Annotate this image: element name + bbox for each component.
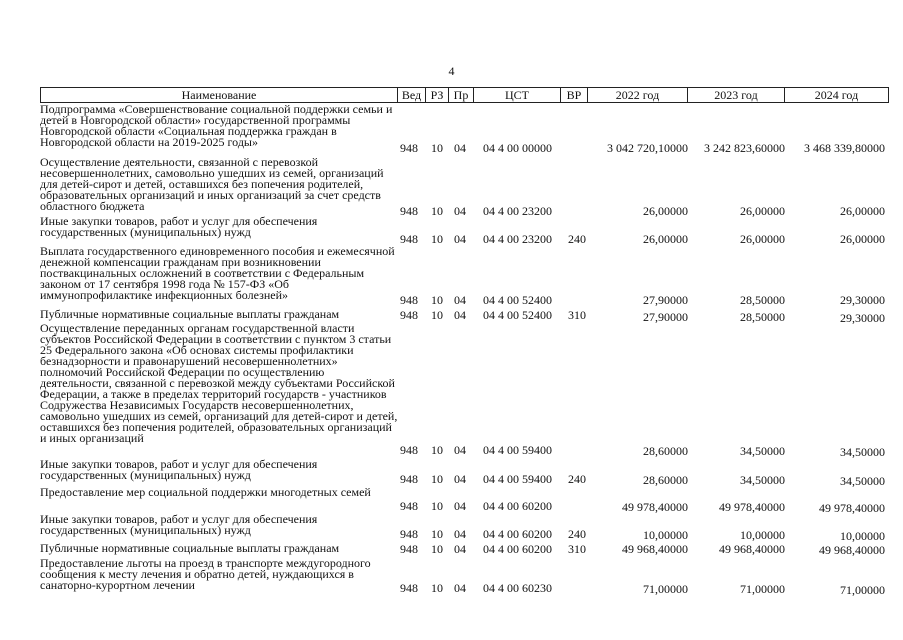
row-cst: 04 4 00 00000: [483, 141, 552, 155]
row-2024: 3 468 339,80000: [804, 141, 885, 155]
row-rz: 10: [431, 204, 443, 218]
row-name: Публичные нормативные социальные выплаты гражданам: [40, 307, 340, 321]
row-2024: 29,30000: [840, 293, 885, 307]
row-vr: 240: [568, 232, 586, 246]
row-name: Предоставление льготы на проезд в транспорте междугородного сообщения к месту лечения и обратно детей, нуждающихся в санаторно-курортном лечении: [40, 556, 371, 592]
row-2022: 27,90000: [643, 310, 688, 324]
col-header-cst: ЦСТ: [474, 87, 561, 103]
row-cst: 04 4 00 60200: [483, 527, 552, 541]
row-2023: 71,00000: [740, 582, 785, 596]
row-cst: 04 4 00 23200: [483, 204, 552, 218]
row-name: Иные закупки товаров, работ и услуг для обеспечения государственных (муниципальных) нужд: [40, 214, 318, 239]
row-name: Публичные нормативные социальные выплаты гражданам: [40, 541, 340, 555]
row-rz: 10: [431, 293, 443, 307]
row-2024: 10,00000: [840, 529, 885, 543]
row-2023: 34,50000: [740, 473, 785, 487]
row-pr: 04: [454, 293, 466, 307]
row-name: Осуществление переданных органам государственной власти субъектов Российской Федерации в соответствии с пунктом 3 статьи 25 Федерального закона «Об основах системы профилактики безнадзорности и правонарушений несовершеннолетних» полномочий Российской Федерации по осуществлению деятельности, связанной с перевозкой между субъектами Российской Федерации, а также в пределах территорий государств - участников Содружества Независимых Государств несовершеннолетних, самовольно ушедших из семей, организаций для детей-сирот и детей, оставшихся без попечения родителей, образовательных организаций и иных организаций: [40, 321, 398, 445]
row-2022: 27,90000: [643, 293, 688, 307]
col-header-2023: 2023 год: [688, 87, 785, 103]
row-2024: 71,00000: [840, 583, 885, 597]
row-ved: 948: [400, 581, 418, 595]
row-2023: 49 968,40000: [719, 542, 785, 556]
row-2023: 28,50000: [740, 293, 785, 307]
row-2022: 28,60000: [643, 444, 688, 458]
row-name: Предоставление мер социальной поддержки многодетных семей: [40, 485, 371, 499]
row-rz: 10: [431, 443, 443, 457]
row-rz: 10: [431, 499, 443, 513]
row-2024: 26,00000: [840, 232, 885, 246]
row-ved: 948: [400, 472, 418, 486]
row-pr: 04: [454, 308, 466, 322]
row-2024: 49 978,40000: [819, 501, 885, 515]
row-2023: 10,00000: [740, 528, 785, 542]
row-cst: 04 4 00 52400: [483, 308, 552, 322]
row-cst: 04 4 00 60200: [483, 542, 552, 556]
row-name: Подпрограмма «Совершенствование социальной поддержки семьи и детей в Новгородской области» государственной программы Новгородской области «Социальная поддержка граждан в Новгородской области на 2019-2025 годы»: [40, 102, 393, 149]
row-2023: 34,50000: [740, 444, 785, 458]
row-rz: 10: [431, 542, 443, 556]
row-cst: 04 4 00 23200: [483, 232, 552, 246]
row-pr: 04: [454, 204, 466, 218]
col-header-rz: РЗ: [426, 87, 449, 103]
row-2024: 26,00000: [840, 204, 885, 218]
row-ved: 948: [400, 527, 418, 541]
row-2023: 3 242 823,60000: [704, 141, 785, 155]
row-vr: 310: [568, 542, 586, 556]
row-ved: 948: [400, 141, 418, 155]
row-pr: 04: [454, 499, 466, 513]
row-pr: 04: [454, 472, 466, 486]
row-cst: 04 4 00 60200: [483, 499, 552, 513]
col-header-2022: 2022 год: [588, 87, 688, 103]
row-2024: 34,50000: [840, 474, 885, 488]
col-header-vr: ВР: [561, 87, 588, 103]
row-cst: 04 4 00 59400: [483, 472, 552, 486]
row-2023: 49 978,40000: [719, 500, 785, 514]
row-cst: 04 4 00 60230: [483, 581, 552, 595]
row-cst: 04 4 00 52400: [483, 293, 552, 307]
row-name: Иные закупки товаров, работ и услуг для обеспечения государственных (муниципальных) нужд: [40, 512, 318, 537]
row-2022: 26,00000: [643, 204, 688, 218]
row-ved: 948: [400, 293, 418, 307]
row-2024: 34,50000: [840, 445, 885, 459]
row-ved: 948: [400, 232, 418, 246]
page-number: 4: [448, 64, 455, 78]
row-rz: 10: [431, 308, 443, 322]
row-cst: 04 4 00 59400: [483, 443, 552, 457]
row-vr: 240: [568, 472, 586, 486]
row-2023: 26,00000: [740, 204, 785, 218]
row-pr: 04: [454, 232, 466, 246]
row-name: Осуществление деятельности, связанной с перевозкой несовершеннолетних, самовольно ушедших из семей, организаций для детей-сирот и детей, оставшихся без попечения родителей, образовательных организаций и иных организаций за счет средств областного бюджета: [40, 155, 384, 213]
row-2022: 71,00000: [643, 582, 688, 596]
row-2022: 26,00000: [643, 232, 688, 246]
row-rz: 10: [431, 527, 443, 541]
row-pr: 04: [454, 542, 466, 556]
row-2024: 49 968,40000: [819, 543, 885, 557]
col-header-ved: Вед: [398, 87, 426, 103]
row-pr: 04: [454, 581, 466, 595]
row-2022: 28,60000: [643, 473, 688, 487]
col-header-name: Наименование: [40, 87, 398, 103]
row-2022: 10,00000: [643, 528, 688, 542]
row-ved: 948: [400, 443, 418, 457]
col-header-pr: Пр: [449, 87, 474, 103]
col-header-2024: 2024 год: [785, 87, 889, 103]
row-2022: 49 968,40000: [622, 542, 688, 556]
row-ved: 948: [400, 308, 418, 322]
row-pr: 04: [454, 443, 466, 457]
row-ved: 948: [400, 499, 418, 513]
row-name: Выплата государственного единовременного пособия и ежемесячной денежной компенсации гражданам при возникновении поствакцинальных осложнений в соответствии с Федеральным законом от 17 сентября 1998 года № 157-ФЗ «Об иммунопрофилактике инфекционных болезней»: [40, 244, 395, 302]
row-2022: 49 978,40000: [622, 500, 688, 514]
row-2022: 3 042 720,10000: [607, 141, 688, 155]
row-2023: 26,00000: [740, 232, 785, 246]
row-rz: 10: [431, 472, 443, 486]
row-name: Иные закупки товаров, работ и услуг для обеспечения государственных (муниципальных) нужд: [40, 457, 318, 482]
row-vr: 310: [568, 308, 586, 322]
row-pr: 04: [454, 527, 466, 541]
row-vr: 240: [568, 527, 586, 541]
row-rz: 10: [431, 581, 443, 595]
row-2024: 29,30000: [840, 311, 885, 325]
row-rz: 10: [431, 232, 443, 246]
row-pr: 04: [454, 141, 466, 155]
row-rz: 10: [431, 141, 443, 155]
row-ved: 948: [400, 542, 418, 556]
row-ved: 948: [400, 204, 418, 218]
row-2023: 28,50000: [740, 310, 785, 324]
table-header: [40, 87, 889, 103]
